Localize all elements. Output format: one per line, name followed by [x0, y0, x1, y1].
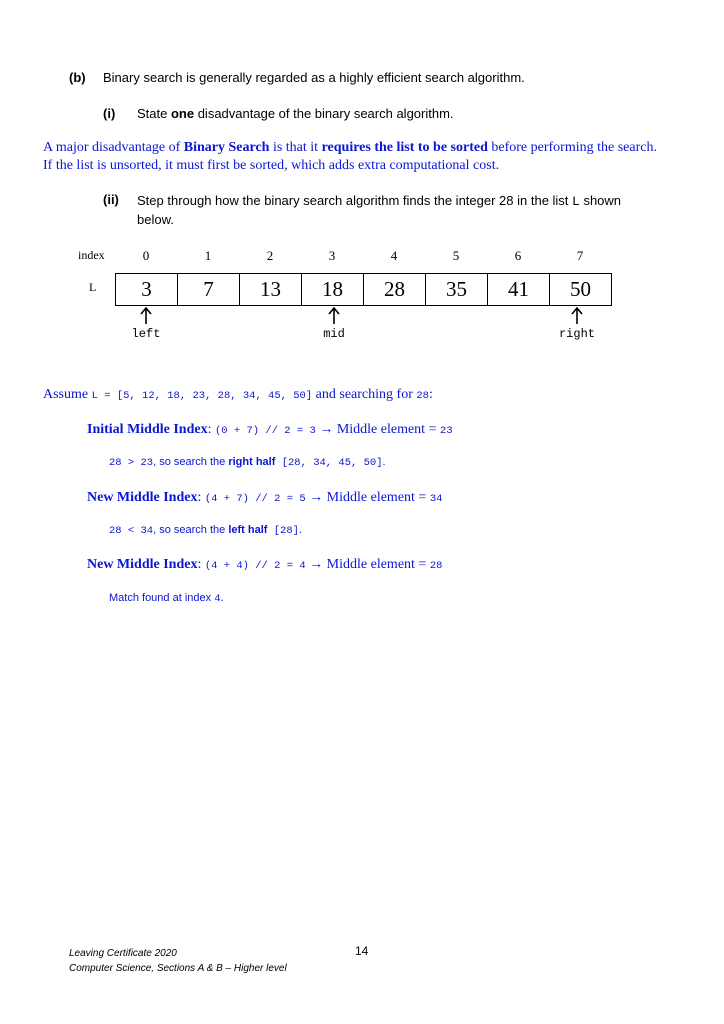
- up-arrow-icon: [571, 307, 583, 325]
- left-pointer: [116, 307, 176, 341]
- question-ii-label: (ii): [103, 192, 119, 207]
- step2-line: New Middle Index: (4 + 7) // 2 = 5 → Middle element = 34: [87, 490, 443, 505]
- up-arrow-icon: [140, 307, 152, 325]
- answer-i-line1: A major disadvantage of Binary Search is that it requires the list to be sorted before performing the search.: [43, 140, 657, 155]
- step2-note: 28 < 34, so search the left half [28].: [109, 524, 303, 537]
- question-b-label: (b): [69, 70, 86, 85]
- mid-pointer: [304, 307, 364, 341]
- answer-ii-assume: Assume L = [5, 12, 18, 23, 28, 34, 45, 50] and searching for 28:: [43, 387, 433, 402]
- list-cell: 28: [364, 274, 426, 305]
- index-7: 7: [576, 248, 584, 263]
- list-cell: 7: [178, 274, 240, 305]
- page-number: 14: [355, 944, 369, 958]
- question-i-text: State one disadvantage of the binary search algorithm.: [137, 106, 454, 121]
- right-pointer: [547, 307, 607, 341]
- index-1: 1: [204, 248, 212, 263]
- list-label: L: [89, 280, 97, 294]
- list-cell: 35: [426, 274, 488, 305]
- index-4: 4: [390, 248, 398, 263]
- step3-line: New Middle Index: (4 + 4) // 2 = 4 → Middle element = 28: [87, 557, 443, 572]
- right-pointer-label: right: [558, 327, 595, 341]
- index-3: 3: [328, 248, 336, 263]
- question-ii-text: Step through how the binary search algorithm finds the integer 28 in the list L shown below.: [137, 193, 622, 227]
- list-cell: 3: [116, 274, 178, 305]
- up-arrow-icon: [328, 307, 340, 325]
- index-2: 2: [266, 248, 274, 263]
- answer-i: [43, 139, 713, 175]
- list-cells: [115, 273, 612, 306]
- question-i-label: (i): [103, 106, 116, 121]
- mid-pointer-label: mid: [323, 327, 345, 341]
- footer-line2: Computer Science, Sections A & B – Higher level: [69, 963, 287, 974]
- left-pointer-label: left: [131, 327, 161, 341]
- index-0: 0: [142, 248, 150, 263]
- step1-line: Initial Middle Index: (0 + 7) // 2 = 3 → Middle element = 23: [87, 422, 453, 437]
- answer-i-line2: If the list is unsorted, it must first be sorted, which adds extra computational cost.: [43, 158, 500, 173]
- index-5: 5: [452, 248, 460, 263]
- step1-note: 28 > 23, so search the right half [28, 34, 45, 50].: [109, 456, 386, 469]
- list-cell: 41: [488, 274, 550, 305]
- index-6: 6: [514, 248, 522, 263]
- list-cell: 50: [570, 277, 591, 301]
- footer-left: [69, 946, 287, 976]
- index-label: index: [78, 248, 105, 262]
- question-b-text: Binary search is generally regarded as a highly efficient search algorithm.: [103, 70, 525, 85]
- list-cell: 18: [302, 274, 364, 305]
- list-cell: 13: [240, 274, 302, 305]
- match-note: Match found at index 4.: [109, 592, 224, 605]
- footer-line1: Leaving Certificate 2020: [69, 948, 177, 959]
